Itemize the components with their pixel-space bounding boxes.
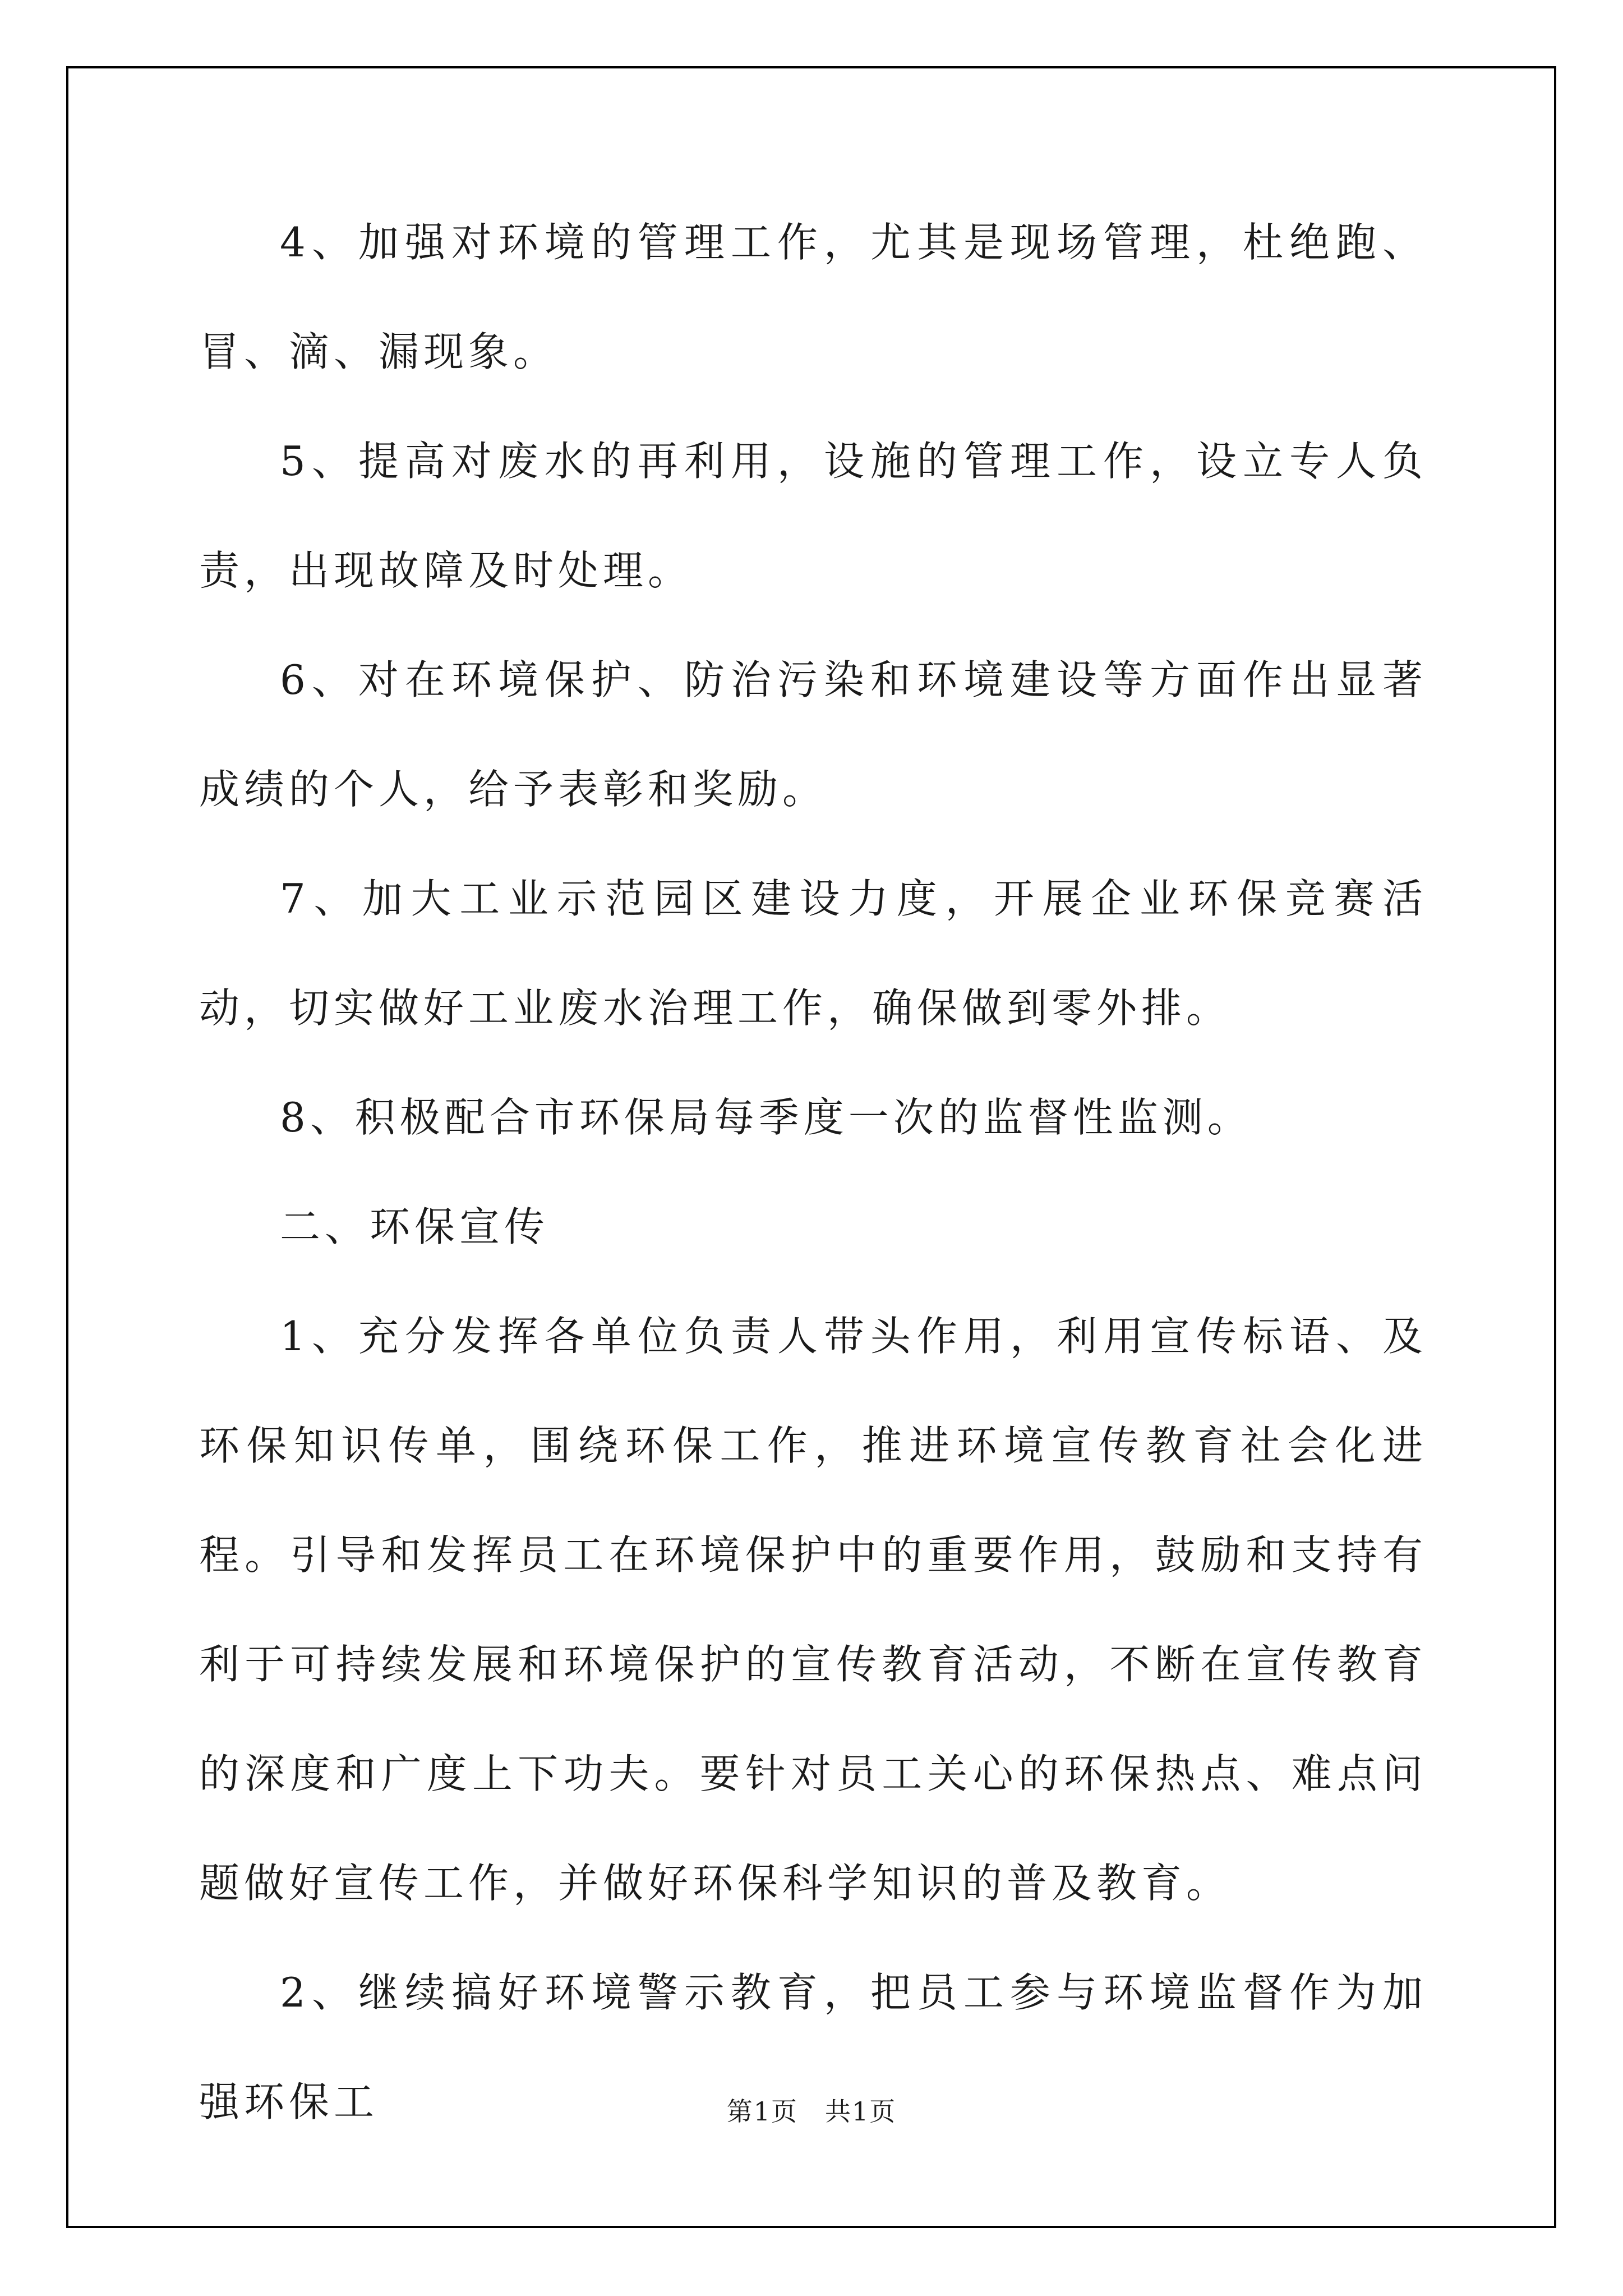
document-body (199, 188, 1427, 2157)
paragraph: 5、提高对废水的再利用，设施的管理工作，设立专人负责，出现故障及时处理。 (199, 438, 1427, 594)
section-heading: 二、环保宣传 (280, 1203, 550, 1250)
page-number-footer: 第1页 共1页 (726, 2096, 897, 2127)
paragraph: 4、加强对环境的管理工作，尤其是现场管理，杜绝跑、冒、滴、漏现象。 (199, 219, 1427, 375)
paragraph: 6、对在环境保护、防治污染和环境建设等方面作出显著成绩的个人，给予表彰和奖励。 (199, 656, 1427, 813)
paragraph: 1、充分发挥各单位负责人带头作用，利用宣传标语、及环保知识传单，围绕环保工作，推进环境宣传教育社会化进程。引导和发挥员工在环境保护中的重要作用，鼓励和支持有利于可持续发展和环境保护的宣传教育活动，不断在宣传教育的深度和广度上下功夫。要针对员工关心的环保热点、难点问题做好宣传工作，并做好环保科学知识的普及教育。 (199, 1313, 1427, 1907)
paragraph: 8、积极配合市环保局每季度一次的监督性监测。 (280, 1094, 1252, 1141)
paragraph: 7、加大工业示范园区建设力度，开展企业环保竞赛活动，切实做好工业废水治理工作，确保做到零外排。 (199, 875, 1427, 1032)
paragraph: 2、继续搞好环境警示教育，把员工参与环境监督作为加强环保工 (199, 1969, 1427, 2125)
